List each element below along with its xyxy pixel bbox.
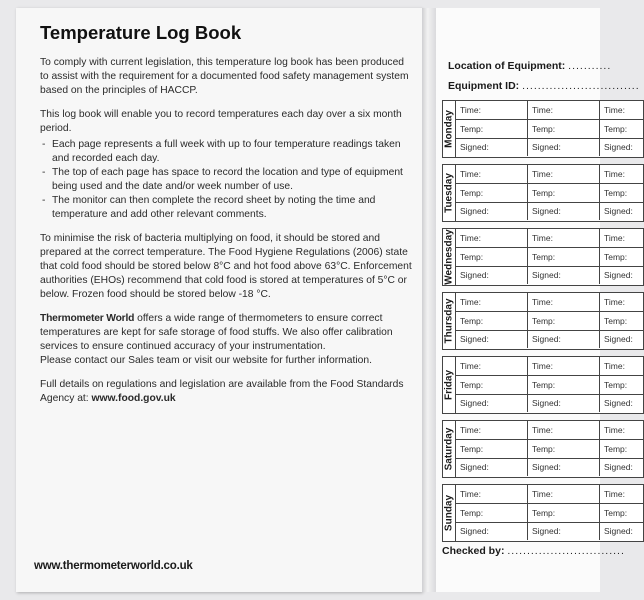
day-block-tuesday [442,164,644,222]
day-block-wednesday [442,228,644,286]
log-cell-time[interactable] [455,101,528,119]
log-cell-label: Temp: [604,187,628,198]
log-row-signed [455,202,643,220]
log-cell-time[interactable] [527,421,600,439]
location-field [448,60,611,72]
log-cell-time[interactable] [599,357,643,375]
log-cell-signed[interactable] [527,330,600,348]
log-cell-label: Temp: [532,315,556,326]
log-cell-label: Signed: [604,334,633,344]
log-cell-signed[interactable] [599,330,643,348]
contact-paragraph: Please contact our Sales team or visit our website for further information. [40,355,372,366]
log-cell-temp[interactable] [599,248,643,266]
equipment-id-dots: .............................. [522,80,640,92]
log-row-signed [455,458,643,476]
log-cell-label: Time: [604,361,625,371]
log-row-time [455,421,643,440]
left-page [16,8,422,592]
checked-by-label: Checked by: [442,545,505,557]
agency-text: Full details on regulations and legislation are available from the Food Standards Agency at: [40,379,404,404]
log-row-temp [455,504,643,523]
log-row-signed [455,138,643,156]
log-row-time [455,357,643,376]
log-cell-signed[interactable] [455,330,528,348]
day-name: Saturday [443,427,455,471]
log-cell-label: Signed: [532,270,561,280]
log-cell-temp[interactable] [455,120,528,138]
log-cell-label: Temp: [460,187,484,198]
log-cell-label: Signed: [604,526,633,536]
log-row-temp [455,376,643,395]
log-cell-label: Signed: [460,142,489,152]
log-row-temp [455,440,643,459]
log-cell-time[interactable] [455,293,528,311]
log-cell-time[interactable] [527,165,600,183]
log-cell-label: Time: [532,489,553,499]
day-block-thursday [442,292,644,350]
log-row-temp [455,120,643,139]
log-row-time [455,229,643,248]
log-cell-label: Signed: [604,462,633,472]
log-cell-label: Signed: [532,142,561,152]
right-page [436,8,640,592]
log-cell-label: Signed: [604,206,633,216]
log-row-signed [455,394,643,412]
log-row-time [455,485,643,504]
log-cell-label: Signed: [532,462,561,472]
body-text [40,56,412,416]
log-cell-label: Signed: [532,526,561,536]
log-cell-time[interactable] [455,485,528,503]
agency-link[interactable]: www.food.gov.uk [91,393,176,404]
usage-list [40,138,412,222]
log-cell-signed[interactable] [599,266,643,284]
log-cell-temp[interactable] [527,312,600,330]
log-cell-time[interactable] [599,421,643,439]
log-cell-signed[interactable] [527,522,600,540]
log-cell-label: Signed: [460,526,489,536]
log-cell-label: Temp: [460,315,484,326]
log-cell-label: Temp: [604,379,628,390]
regulations-paragraph: To minimise the risk of bacteria multiplying on food, it should be stored and prepared at the correct temperature. The Food Hygiene Regulations (2006) state that cold food should be stored below 8°C and hot food above 63°C. Enforcement authorities (EHOs) recommend that cold food is stored at temperatures of 5°C or below. Frozen food should be stored below -18 °C. [40,233,412,300]
log-cell-time[interactable] [599,229,643,247]
log-cell-label: Time: [460,169,481,179]
log-cell-signed[interactable] [527,138,600,156]
log-cell-time[interactable] [527,357,600,375]
log-cell-signed[interactable] [599,458,643,476]
log-cell-label: Time: [460,105,481,115]
log-cell-temp[interactable] [599,312,643,330]
log-cell-temp[interactable] [455,184,528,202]
log-cell-label: Time: [460,297,481,307]
website-footer[interactable]: www.thermometerworld.co.uk [34,560,193,572]
log-cell-label: Temp: [604,315,628,326]
log-row-signed [455,266,643,284]
log-cell-label: Temp: [460,379,484,390]
log-cell-label: Time: [460,489,481,499]
log-cell-label: Time: [460,361,481,371]
log-cell-label: Temp: [532,187,556,198]
log-cell-label: Time: [532,297,553,307]
log-cell-label: Signed: [604,142,633,152]
log-cell-time[interactable] [455,357,528,375]
day-name: Tuesday [443,173,455,213]
log-cell-signed[interactable] [455,458,528,476]
log-cell-signed[interactable] [527,202,600,220]
log-cell-temp[interactable] [527,120,600,138]
log-cell-signed[interactable] [455,522,528,540]
usage-list-item: - The monitor can then complete the record sheet by noting the time and temperature and add other relevant comments. [40,194,412,222]
day-name: Wednesday [443,229,455,285]
log-cell-label: Signed: [532,398,561,408]
log-cell-signed[interactable] [527,458,600,476]
equipment-id-label: Equipment ID: [448,80,520,92]
log-cell-temp[interactable] [527,504,600,522]
log-cell-label: Signed: [604,398,633,408]
log-row-time [455,293,643,312]
log-cell-label: Temp: [532,251,556,262]
log-cell-signed[interactable] [455,266,528,284]
log-cell-time[interactable] [527,293,600,311]
checked-by-dots: .............................. [507,545,625,557]
day-block-friday [442,356,644,414]
book-spine [422,8,436,592]
log-row-temp [455,248,643,267]
log-row-time [455,165,643,184]
log-cell-label: Temp: [604,123,628,134]
log-cell-temp[interactable] [599,376,643,394]
log-cell-label: Signed: [460,270,489,280]
offer-paragraph [40,312,412,354]
log-cell-time[interactable] [455,165,528,183]
log-cell-label: Time: [604,297,625,307]
checked-by-field [442,545,625,557]
log-cell-time[interactable] [599,101,643,119]
log-cell-signed[interactable] [455,202,528,220]
log-cell-time[interactable] [599,165,643,183]
log-cell-label: Temp: [532,507,556,518]
log-cell-label: Time: [460,233,481,243]
usage-paragraph: This log book will enable you to record temperatures each day over a six month period. [40,109,402,134]
log-cell-label: Time: [532,361,553,371]
log-cell-label: Temp: [460,123,484,134]
log-cell-label: Time: [532,233,553,243]
log-cell-label: Temp: [604,443,628,454]
log-cell-temp[interactable] [599,504,643,522]
log-row-temp [455,184,643,203]
log-cell-temp[interactable] [455,504,528,522]
log-cell-temp[interactable] [527,248,600,266]
log-cell-temp[interactable] [599,184,643,202]
log-cell-label: Time: [532,425,553,435]
log-cell-temp[interactable] [455,312,528,330]
log-cell-label: Time: [604,233,625,243]
log-cell-label: Signed: [532,334,561,344]
log-cell-label: Time: [532,169,553,179]
log-row-time [455,101,643,120]
log-row-temp [455,312,643,331]
log-cell-label: Temp: [532,379,556,390]
offer-text: offers a wide range of thermometers to ensure correct temperatures are kept for safe storage of food stuffs. We also offer calibration services to ensure continued accuracy of your instrumentation. [40,313,393,352]
log-cell-label: Signed: [460,334,489,344]
log-cell-signed[interactable] [455,138,528,156]
log-cell-signed[interactable] [599,394,643,412]
log-cell-signed[interactable] [599,202,643,220]
log-cell-temp[interactable] [599,120,643,138]
log-cell-label: Time: [604,169,625,179]
log-row-signed [455,330,643,348]
day-block-monday [442,100,644,158]
day-block-saturday [442,420,644,478]
log-cell-label: Time: [604,425,625,435]
day-name: Thursday [443,298,455,344]
log-cell-label: Temp: [532,123,556,134]
log-cell-label: Temp: [604,251,628,262]
page-title: Temperature Log Book [40,22,242,43]
log-row-signed [455,522,643,540]
log-cell-signed[interactable] [527,266,600,284]
log-cell-label: Signed: [532,206,561,216]
log-cell-time[interactable] [527,485,600,503]
log-cell-signed[interactable] [599,522,643,540]
log-cell-time[interactable] [527,101,600,119]
log-cell-label: Temp: [460,507,484,518]
log-cell-temp[interactable] [527,184,600,202]
log-cell-label: Signed: [460,398,489,408]
brand-name: Thermometer World [40,313,135,324]
log-cell-signed[interactable] [599,138,643,156]
day-block-sunday [442,484,644,542]
log-cell-time[interactable] [527,229,600,247]
log-cell-label: Time: [604,489,625,499]
log-cell-time[interactable] [455,421,528,439]
log-cell-temp[interactable] [527,440,600,458]
log-cell-temp[interactable] [455,248,528,266]
location-dots: ........... [568,60,612,72]
log-cell-label: Time: [532,105,553,115]
equipment-id-field [448,80,640,92]
log-cell-label: Temp: [604,507,628,518]
log-cell-signed[interactable] [527,394,600,412]
log-cell-time[interactable] [599,485,643,503]
log-cell-temp[interactable] [527,376,600,394]
intro-paragraph: To comply with current legislation, this temperature log book has been produced to assist with the requirement for a documented food safety management system based on the principles of HACCP. [40,57,409,96]
log-cell-label: Signed: [604,270,633,280]
log-cell-label: Signed: [460,206,489,216]
usage-list-item: - The top of each page has space to record the location and type of equipment being used and the date and/or week number of use. [40,166,412,194]
log-cell-time[interactable] [599,293,643,311]
log-cell-label: Temp: [460,443,484,454]
day-name: Sunday [443,494,455,532]
log-cell-time[interactable] [455,229,528,247]
day-name: Friday [443,369,455,401]
agency-paragraph [40,378,412,406]
log-cell-label: Time: [604,105,625,115]
log-cell-signed[interactable] [455,394,528,412]
log-cell-label: Temp: [532,443,556,454]
log-cell-temp[interactable] [599,440,643,458]
log-cell-label: Time: [460,425,481,435]
log-cell-label: Signed: [460,462,489,472]
log-cell-temp[interactable] [455,440,528,458]
log-cell-label: Temp: [460,251,484,262]
log-cell-temp[interactable] [455,376,528,394]
usage-list-item: - Each page represents a full week with up to four temperature readings taken and recorded each day. [40,138,412,166]
location-label: Location of Equipment: [448,60,566,72]
day-name: Monday [443,110,455,148]
